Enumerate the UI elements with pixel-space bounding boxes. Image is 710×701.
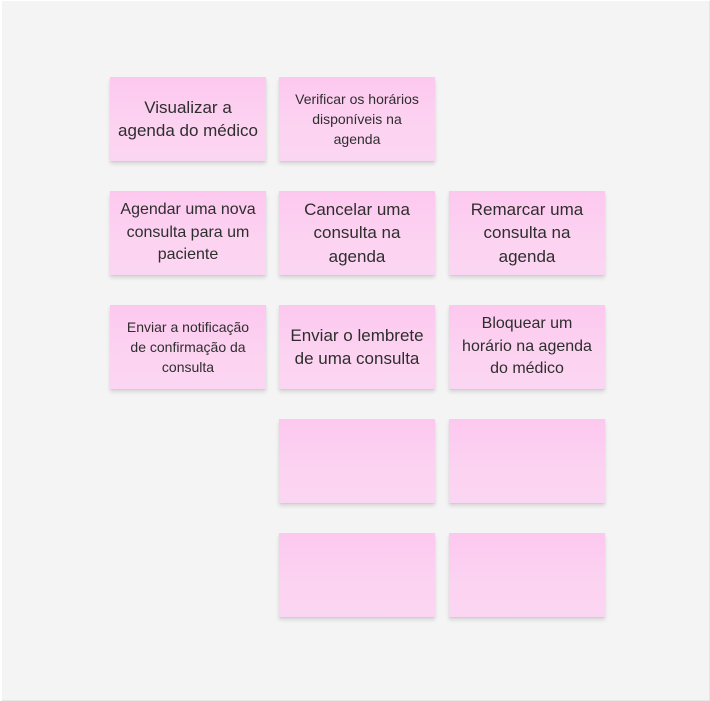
sticky-note-text: Cancelar uma consulta na agenda (304, 199, 410, 266)
sticky-note-bloquear-horario[interactable] (449, 305, 605, 389)
sticky-note-text: Bloquear um horário na agenda do médico (462, 315, 592, 378)
sticky-note-visualizar-agenda[interactable] (110, 77, 266, 161)
sticky-note-text: Remarcar uma consulta na agenda (470, 199, 584, 266)
sticky-note-empty[interactable] (279, 419, 435, 503)
sticky-note-enviar-lembrete[interactable] (279, 305, 435, 389)
sticky-note-remarcar-consulta[interactable] (449, 191, 605, 275)
sticky-note-cancelar-consulta[interactable] (279, 191, 435, 275)
sticky-note-agendar-consulta[interactable] (110, 191, 266, 275)
sticky-note-empty[interactable] (449, 533, 605, 617)
whiteboard-canvas[interactable] (2, 1, 710, 701)
sticky-note-verificar-horarios[interactable] (279, 77, 435, 161)
sticky-note-empty[interactable] (449, 419, 605, 503)
sticky-note-text: Enviar o lembrete de uma consulta (290, 325, 424, 368)
sticky-note-text: Enviar a notificação de confirmação da consulta (126, 319, 250, 375)
sticky-note-enviar-notificacao[interactable] (110, 305, 266, 389)
sticky-note-text: Agendar uma nova consulta para um paciente (120, 201, 256, 264)
sticky-note-empty[interactable] (279, 533, 435, 617)
sticky-note-text: Verificar os horários disponíveis na agenda (295, 91, 419, 147)
sticky-note-text: Visualizar a agenda do médico (118, 97, 258, 140)
